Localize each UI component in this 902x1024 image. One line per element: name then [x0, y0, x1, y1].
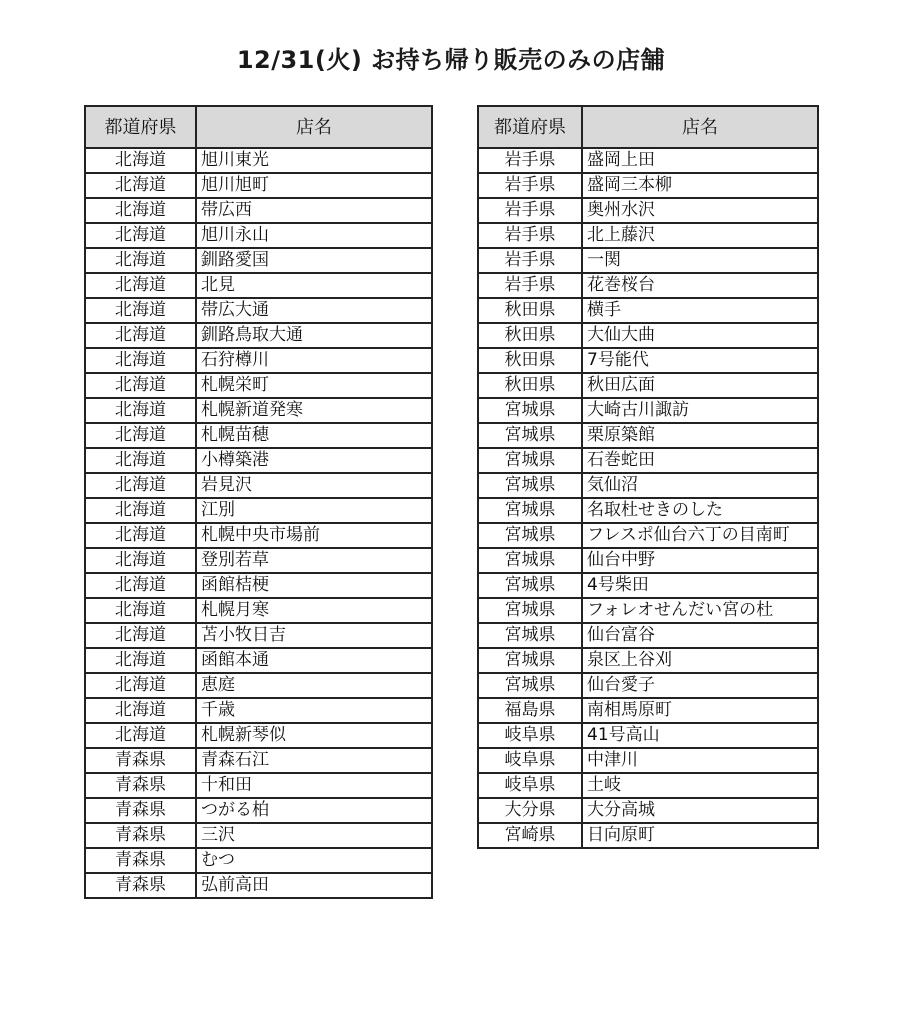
- prefecture-cell: 北海道: [85, 198, 196, 223]
- table-row: [85, 248, 432, 273]
- prefecture-cell: 宮城県: [478, 573, 582, 598]
- header-store-name: 店名: [582, 106, 818, 148]
- store-name-cell: フォレオせんだい宮の杜: [582, 598, 818, 623]
- prefecture-cell: 岩手県: [478, 223, 582, 248]
- prefecture-cell: 北海道: [85, 473, 196, 498]
- store-name-cell: 旭川永山: [196, 223, 432, 248]
- store-name-cell: 日向原町: [582, 823, 818, 848]
- store-name-cell: 大仙大曲: [582, 323, 818, 348]
- table-row: [85, 623, 432, 648]
- prefecture-cell: 秋田県: [478, 323, 582, 348]
- table-row: [85, 448, 432, 473]
- prefecture-cell: 宮城県: [478, 598, 582, 623]
- store-name-cell: 江別: [196, 498, 432, 523]
- prefecture-cell: 福島県: [478, 698, 582, 723]
- table-row: [478, 198, 818, 223]
- table-row: [85, 173, 432, 198]
- store-name-cell: 石巻蛇田: [582, 448, 818, 473]
- store-name-cell: 一関: [582, 248, 818, 273]
- store-name-cell: 札幌中央市場前: [196, 523, 432, 548]
- table-row: [85, 598, 432, 623]
- store-name-cell: 函館桔梗: [196, 573, 432, 598]
- store-name-cell: 名取杜せきのした: [582, 498, 818, 523]
- table-row: [478, 423, 818, 448]
- table-row: [478, 598, 818, 623]
- table-row: [478, 673, 818, 698]
- prefecture-cell: 青森県: [85, 798, 196, 823]
- table-row: [85, 348, 432, 373]
- table-row: [478, 498, 818, 523]
- prefecture-cell: 北海道: [85, 548, 196, 573]
- header-store-name: 店名: [196, 106, 432, 148]
- store-name-cell: 青森石江: [196, 748, 432, 773]
- store-name-cell: 小樽築港: [196, 448, 432, 473]
- prefecture-cell: 岩手県: [478, 148, 582, 173]
- prefecture-cell: 北海道: [85, 423, 196, 448]
- prefecture-cell: 北海道: [85, 573, 196, 598]
- prefecture-cell: 宮城県: [478, 448, 582, 473]
- prefecture-cell: 岩手県: [478, 173, 582, 198]
- prefecture-cell: 宮城県: [478, 548, 582, 573]
- store-name-cell: 秋田広面: [582, 373, 818, 398]
- store-name-cell: むつ: [196, 848, 432, 873]
- table-row: [478, 523, 818, 548]
- prefecture-cell: 北海道: [85, 398, 196, 423]
- store-table-right: [477, 105, 819, 849]
- table-row: [85, 823, 432, 848]
- table-row: [478, 298, 818, 323]
- table-row: [478, 373, 818, 398]
- table-row: [478, 723, 818, 748]
- table-row: [85, 548, 432, 573]
- table-row: [85, 698, 432, 723]
- prefecture-cell: 青森県: [85, 848, 196, 873]
- table-row: [478, 473, 818, 498]
- table-row: [85, 873, 432, 898]
- prefecture-cell: 北海道: [85, 598, 196, 623]
- prefecture-cell: 北海道: [85, 673, 196, 698]
- store-name-cell: 奥州水沢: [582, 198, 818, 223]
- store-name-cell: 41号高山: [582, 723, 818, 748]
- store-name-cell: 弘前高田: [196, 873, 432, 898]
- table-row: [85, 848, 432, 873]
- prefecture-cell: 北海道: [85, 373, 196, 398]
- store-table-left: [84, 105, 433, 899]
- table-row: [478, 348, 818, 373]
- table-row: [478, 248, 818, 273]
- store-name-cell: 千歳: [196, 698, 432, 723]
- store-name-cell: 十和田: [196, 773, 432, 798]
- prefecture-cell: 宮城県: [478, 673, 582, 698]
- prefecture-cell: 宮城県: [478, 498, 582, 523]
- table-row: [85, 423, 432, 448]
- prefecture-cell: 岐阜県: [478, 723, 582, 748]
- table-row: [85, 648, 432, 673]
- prefecture-cell: 北海道: [85, 248, 196, 273]
- store-name-cell: 仙台中野: [582, 548, 818, 573]
- prefecture-cell: 北海道: [85, 348, 196, 373]
- prefecture-cell: 北海道: [85, 298, 196, 323]
- store-name-cell: 帯広大通: [196, 298, 432, 323]
- prefecture-cell: 岩手県: [478, 273, 582, 298]
- table-row: [478, 398, 818, 423]
- prefecture-cell: 北海道: [85, 448, 196, 473]
- store-name-cell: 岩見沢: [196, 473, 432, 498]
- store-name-cell: 横手: [582, 298, 818, 323]
- prefecture-cell: 北海道: [85, 173, 196, 198]
- table-row: [85, 198, 432, 223]
- table-row: [85, 323, 432, 348]
- store-name-cell: 旭川東光: [196, 148, 432, 173]
- prefecture-cell: 青森県: [85, 748, 196, 773]
- store-name-cell: 旭川旭町: [196, 173, 432, 198]
- store-name-cell: 盛岡上田: [582, 148, 818, 173]
- store-name-cell: 札幌苗穂: [196, 423, 432, 448]
- prefecture-cell: 北海道: [85, 498, 196, 523]
- store-name-cell: 南相馬原町: [582, 698, 818, 723]
- store-name-cell: 恵庭: [196, 673, 432, 698]
- table-row: [85, 798, 432, 823]
- store-name-cell: 大崎古川諏訪: [582, 398, 818, 423]
- store-name-cell: 札幌新琴似: [196, 723, 432, 748]
- prefecture-cell: 宮城県: [478, 423, 582, 448]
- prefecture-cell: 宮城県: [478, 523, 582, 548]
- prefecture-cell: 青森県: [85, 873, 196, 898]
- store-name-cell: 三沢: [196, 823, 432, 848]
- prefecture-cell: 宮城県: [478, 623, 582, 648]
- table-row: [85, 498, 432, 523]
- prefecture-cell: 青森県: [85, 773, 196, 798]
- prefecture-cell: 北海道: [85, 323, 196, 348]
- table-row: [478, 173, 818, 198]
- prefecture-cell: 北海道: [85, 148, 196, 173]
- table-row: [85, 673, 432, 698]
- table-row: [478, 823, 818, 848]
- prefecture-cell: 岩手県: [478, 248, 582, 273]
- store-name-cell: 釧路愛国: [196, 248, 432, 273]
- table-row: [85, 148, 432, 173]
- table-body: [478, 148, 818, 848]
- store-name-cell: 北見: [196, 273, 432, 298]
- prefecture-cell: 秋田県: [478, 348, 582, 373]
- table-row: [478, 773, 818, 798]
- page-title: 12/31(火) お持ち帰り販売のみの店舗: [236, 46, 666, 74]
- table-row: [478, 573, 818, 598]
- store-name-cell: 気仙沼: [582, 473, 818, 498]
- store-name-cell: 石狩樽川: [196, 348, 432, 373]
- store-name-cell: 北上藤沢: [582, 223, 818, 248]
- table-row: [478, 223, 818, 248]
- store-name-cell: 札幌月寒: [196, 598, 432, 623]
- table-row: [85, 748, 432, 773]
- table-row: [85, 273, 432, 298]
- table-row: [478, 548, 818, 573]
- store-name-cell: 花巻桜台: [582, 273, 818, 298]
- store-name-cell: 盛岡三本柳: [582, 173, 818, 198]
- store-name-cell: 中津川: [582, 748, 818, 773]
- prefecture-cell: 北海道: [85, 273, 196, 298]
- table-header-row: [85, 106, 432, 148]
- store-name-cell: 土岐: [582, 773, 818, 798]
- table-row: [85, 298, 432, 323]
- store-name-cell: 札幌新道発寒: [196, 398, 432, 423]
- store-name-cell: 函館本通: [196, 648, 432, 673]
- store-name-cell: 大分高城: [582, 798, 818, 823]
- store-name-cell: 釧路鳥取大通: [196, 323, 432, 348]
- table-body: [85, 148, 432, 898]
- table-row: [478, 648, 818, 673]
- store-name-cell: 4号柴田: [582, 573, 818, 598]
- table-row: [85, 223, 432, 248]
- prefecture-cell: 北海道: [85, 698, 196, 723]
- table-row: [478, 623, 818, 648]
- prefecture-cell: 北海道: [85, 648, 196, 673]
- table-row: [478, 323, 818, 348]
- prefecture-cell: 宮城県: [478, 473, 582, 498]
- table-row: [85, 373, 432, 398]
- table-row: [85, 573, 432, 598]
- table-row: [85, 398, 432, 423]
- prefecture-cell: 宮城県: [478, 648, 582, 673]
- prefecture-cell: 宮城県: [478, 398, 582, 423]
- prefecture-cell: 青森県: [85, 823, 196, 848]
- store-name-cell: 7号能代: [582, 348, 818, 373]
- store-name-cell: 仙台富谷: [582, 623, 818, 648]
- table-row: [478, 448, 818, 473]
- table-row: [85, 773, 432, 798]
- store-name-cell: 泉区上谷刈: [582, 648, 818, 673]
- store-name-cell: 札幌栄町: [196, 373, 432, 398]
- prefecture-cell: 岐阜県: [478, 773, 582, 798]
- prefecture-cell: 秋田県: [478, 373, 582, 398]
- table-row: [478, 273, 818, 298]
- prefecture-cell: 秋田県: [478, 298, 582, 323]
- store-name-cell: 帯広西: [196, 198, 432, 223]
- prefecture-cell: 宮崎県: [478, 823, 582, 848]
- table-row: [478, 748, 818, 773]
- table-row: [85, 473, 432, 498]
- prefecture-cell: 北海道: [85, 523, 196, 548]
- table-row: [85, 723, 432, 748]
- table-header-row: [478, 106, 818, 148]
- header-prefecture: 都道府県: [478, 106, 582, 148]
- table-row: [478, 798, 818, 823]
- store-name-cell: 苫小牧日吉: [196, 623, 432, 648]
- prefecture-cell: 北海道: [85, 623, 196, 648]
- store-name-cell: 栗原築館: [582, 423, 818, 448]
- table-row: [478, 698, 818, 723]
- prefecture-cell: 北海道: [85, 223, 196, 248]
- store-name-cell: フレスポ仙台六丁の目南町: [582, 523, 818, 548]
- store-name-cell: 仙台愛子: [582, 673, 818, 698]
- table-row: [85, 523, 432, 548]
- store-name-cell: つがる柏: [196, 798, 432, 823]
- header-prefecture: 都道府県: [85, 106, 196, 148]
- prefecture-cell: 岩手県: [478, 198, 582, 223]
- prefecture-cell: 大分県: [478, 798, 582, 823]
- table-row: [478, 148, 818, 173]
- prefecture-cell: 岐阜県: [478, 748, 582, 773]
- prefecture-cell: 北海道: [85, 723, 196, 748]
- store-name-cell: 登別若草: [196, 548, 432, 573]
